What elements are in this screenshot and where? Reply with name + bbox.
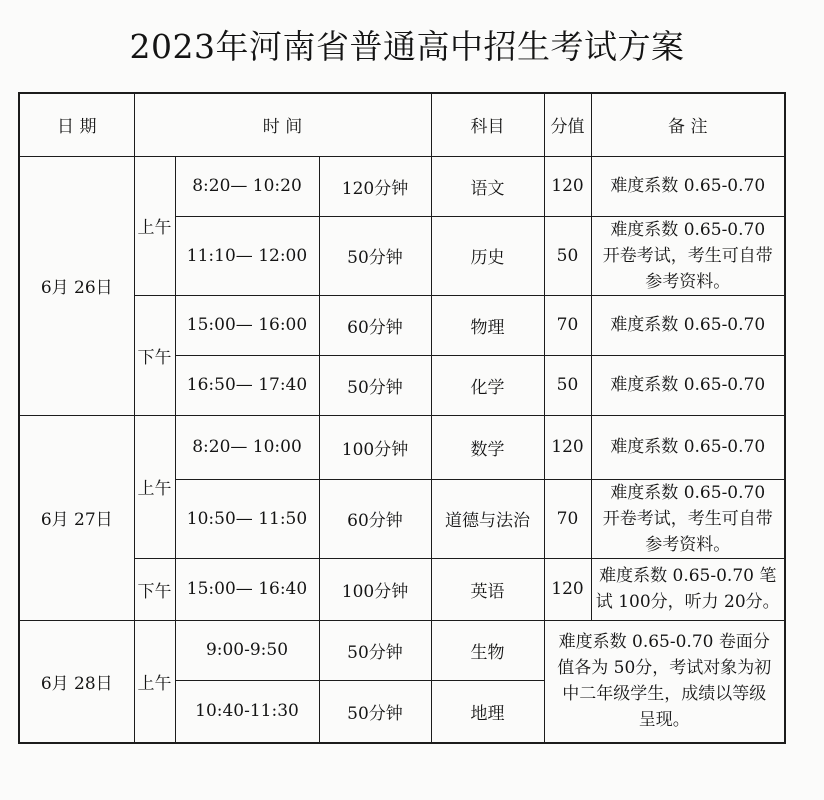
score-cell: 50: [544, 216, 591, 295]
score-cell: 120: [544, 156, 591, 216]
note-cell: [591, 156, 785, 216]
note-line: 值各为 50分，考试对象为初: [557, 658, 772, 679]
time-cell: 9:00-9:50: [175, 620, 319, 680]
header-time: 时 间: [134, 93, 431, 156]
duration-cell: 100分钟: [319, 415, 431, 479]
duration-cell: 50分钟: [319, 216, 431, 295]
duration-cell: 50分钟: [319, 355, 431, 415]
score-cell: 120: [544, 558, 591, 620]
subject-cell: 地理: [431, 680, 544, 743]
note-cell: [591, 558, 785, 620]
note-cell: [591, 216, 785, 295]
duration-cell: 120分钟: [319, 156, 431, 216]
date-cell: 6月 27日: [19, 415, 134, 620]
exam-schedule-table: [18, 92, 786, 744]
note-cell: [591, 295, 785, 355]
score-cell: 50: [544, 355, 591, 415]
time-cell: 10:50— 11:50: [175, 479, 319, 558]
document-title: 2023年河南省普通高中招生考试方案: [129, 27, 685, 66]
duration-cell: 60分钟: [319, 295, 431, 355]
score-cell: 70: [544, 295, 591, 355]
subject-cell: 物理: [431, 295, 544, 355]
note-line: 参考资料。: [645, 534, 731, 555]
subject-cell: 化学: [431, 355, 544, 415]
subject-cell: 语文: [431, 156, 544, 216]
header-score: 分值: [544, 93, 591, 156]
note-line: 难度系数 0.65-0.70: [610, 315, 766, 335]
note-line: 试 100分，听力 20分。: [595, 592, 780, 612]
period-cell: 上午: [134, 620, 175, 743]
duration-cell: 50分钟: [319, 680, 431, 743]
merged-note-cell: [544, 620, 785, 743]
table-row: [19, 620, 785, 680]
note-line: 开卷考试，考生可自带: [602, 245, 773, 266]
period-cell: 上午: [134, 415, 175, 558]
header-note: 备 注: [591, 93, 785, 156]
table-row: [19, 558, 785, 620]
date-cell: 6月 28日: [19, 620, 134, 743]
note-line: 中二年级学生，成绩以等级: [562, 684, 767, 705]
time-cell: 8:20— 10:00: [175, 415, 319, 479]
note-line: 开卷考试，考生可自带: [602, 508, 773, 529]
score-cell: 70: [544, 479, 591, 558]
table-row: [19, 295, 785, 355]
period-cell: 下午: [134, 558, 175, 620]
time-cell: 15:00— 16:00: [175, 295, 319, 355]
header-date: 日 期: [19, 93, 134, 156]
note-line: 参考资料。: [645, 271, 731, 292]
subject-cell: 历史: [431, 216, 544, 295]
note-line: 难度系数 0.65-0.70: [610, 437, 766, 457]
time-cell: 11:10— 12:00: [175, 216, 319, 295]
note-line: 难度系数 0.65-0.70: [610, 219, 766, 240]
table-row: [19, 415, 785, 479]
subject-cell: 生物: [431, 620, 544, 680]
subject-cell: 数学: [431, 415, 544, 479]
note-line: 难度系数 0.65-0.70 笔: [599, 566, 777, 586]
note-line: 难度系数 0.65-0.70 卷面分: [558, 632, 770, 653]
note-cell: [591, 479, 785, 558]
subject-cell: 英语: [431, 558, 544, 620]
note-cell: [591, 415, 785, 479]
period-cell: 上午: [134, 156, 175, 295]
table-row: [19, 156, 785, 216]
header-subject: 科目: [431, 93, 544, 156]
duration-cell: 60分钟: [319, 479, 431, 558]
duration-cell: 100分钟: [319, 558, 431, 620]
subject-cell: 道德与法治: [431, 479, 544, 558]
time-cell: 8:20— 10:20: [175, 156, 319, 216]
score-cell: 120: [544, 415, 591, 479]
note-line: 难度系数 0.65-0.70: [610, 375, 766, 395]
time-cell: 15:00— 16:40: [175, 558, 319, 620]
time-cell: 16:50— 17:40: [175, 355, 319, 415]
period-cell: 下午: [134, 295, 175, 415]
note-line: 呈现。: [638, 710, 690, 731]
duration-cell: 50分钟: [319, 620, 431, 680]
header-row: [19, 93, 785, 156]
time-cell: 10:40-11:30: [175, 680, 319, 743]
note-line: 难度系数 0.65-0.70: [610, 176, 766, 196]
note-line: 难度系数 0.65-0.70: [610, 482, 766, 503]
date-cell: 6月 26日: [19, 156, 134, 415]
note-cell: [591, 355, 785, 415]
